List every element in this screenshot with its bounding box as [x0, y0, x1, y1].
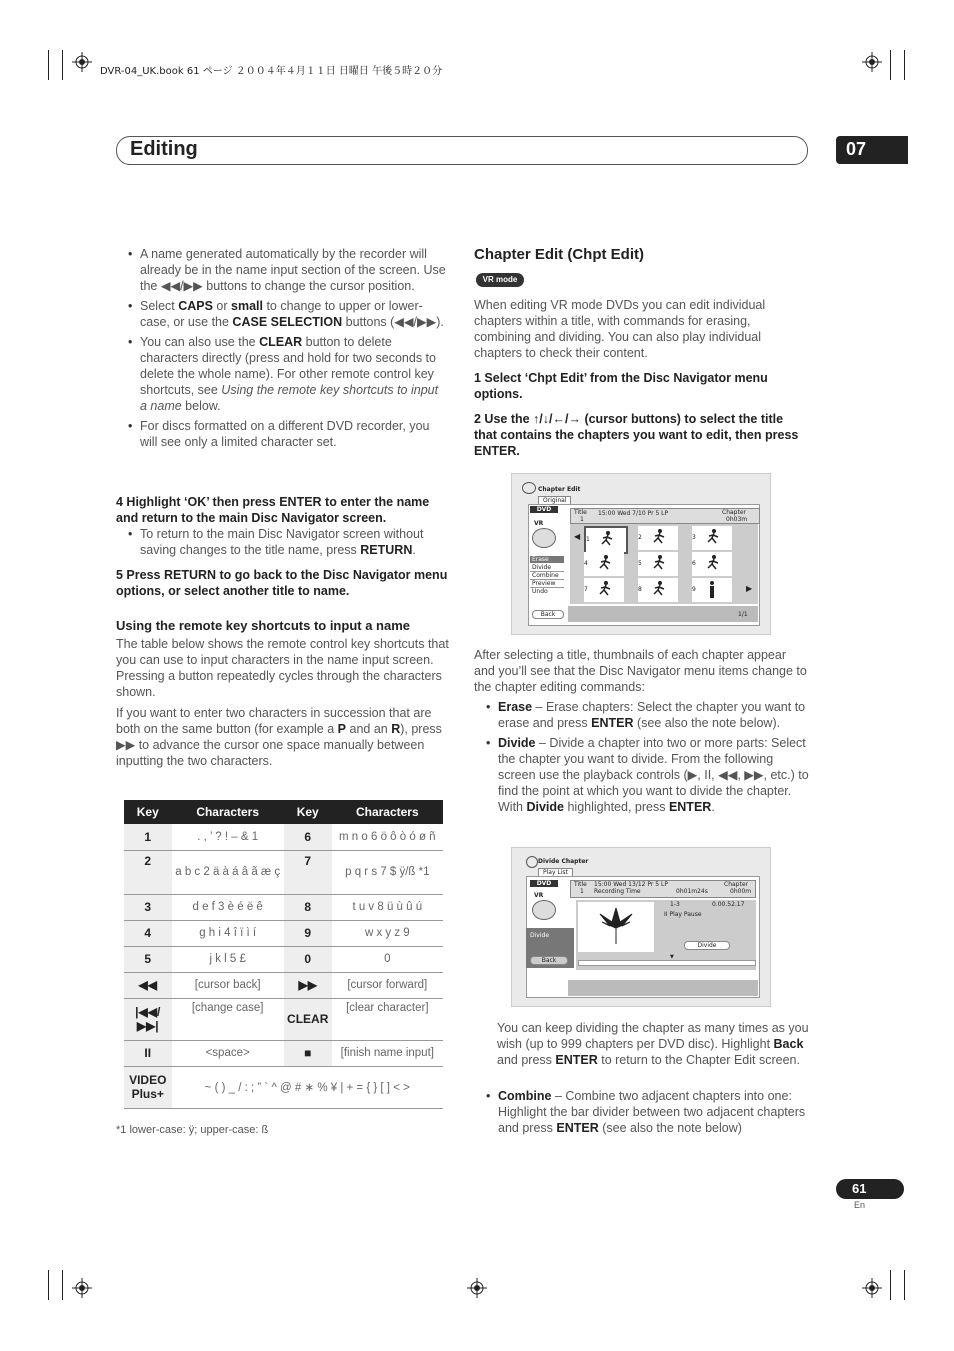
runner-icon	[600, 531, 614, 547]
bold-text: CLEAR	[259, 335, 303, 349]
after-thumbs-text: After selecting a title, thumbnails of each chapter appear and you’ll see that the Disc Navigator menu items change to the chapter editing commands:	[474, 648, 807, 694]
thumbnail-number: 6	[692, 560, 696, 567]
chars-cell: ~ ( ) _ / : ; ” ` ^ @ # ∗ % ¥ | + = { } [ ] < >	[172, 1066, 443, 1108]
list-item-divide	[484, 735, 809, 815]
menu-item-divide[interactable]: Divide	[530, 564, 564, 572]
table-header-row	[124, 800, 443, 824]
chapter-number-label: 1-3	[670, 901, 680, 908]
table-row	[124, 946, 443, 972]
status-bar	[568, 606, 758, 622]
thumbnail[interactable]	[584, 552, 624, 576]
section-bar	[116, 136, 808, 165]
list-item-erase	[484, 699, 809, 731]
bullet-text: – Combine two adjacent chapters into one: Highlight the bar divider between two adjacent chapters and press	[498, 1089, 806, 1135]
thumbnail[interactable]	[692, 526, 732, 550]
thumbnail-number: 3	[692, 534, 696, 541]
table-row	[124, 972, 443, 998]
crop-mark	[48, 50, 49, 80]
chapter-time: 0h00m	[730, 888, 752, 895]
thumbnail[interactable]	[638, 578, 678, 602]
table-row	[124, 998, 443, 1040]
menu-item-combine[interactable]: Combine	[530, 572, 564, 580]
thumbnail[interactable]	[638, 526, 678, 550]
key-cell: ■	[284, 1040, 332, 1066]
thumbnail-number: 8	[638, 586, 642, 593]
bold-text: ENTER	[591, 716, 634, 730]
key-cell: 6	[284, 824, 332, 850]
table-row	[124, 1066, 443, 1108]
chars-cell: [cursor forward]	[332, 972, 443, 998]
column-header: Key	[284, 800, 332, 824]
list-item	[126, 526, 450, 558]
bold-text: ENTER	[556, 1121, 599, 1135]
crop-mark	[890, 1270, 891, 1300]
shortcut-intro: The table below shows the remote control key shortcuts that you can use to input characters in the name input screen. Pressing a button repeatedly cycles through the characters shown.	[116, 637, 449, 699]
shortcut-note	[116, 705, 450, 769]
list-item	[126, 334, 448, 414]
key-cell: |◀◀/▶▶|	[124, 998, 172, 1040]
list-item	[126, 246, 448, 294]
tab-play-list[interactable]: Play List	[538, 868, 573, 876]
bold-text: CASE SELECTION	[232, 315, 343, 329]
key-cell: 9	[284, 920, 332, 946]
divide-chapter-screen	[511, 847, 771, 1007]
bold-text: Back	[773, 1037, 804, 1051]
menu-item-undo[interactable]: Undo	[532, 588, 548, 595]
video-frame	[578, 902, 654, 952]
footnote: *1 lower-case: ÿ; upper-case: ß	[116, 1124, 269, 1136]
table-row	[124, 920, 443, 946]
chapter-edit-heading: Chapter Edit (Chpt Edit)	[474, 246, 644, 263]
list-item	[126, 418, 448, 450]
bullet-text: – Erase chapters: Select the chapter you want to erase and press	[498, 700, 806, 730]
thumbnail[interactable]	[692, 578, 732, 602]
thumbnail[interactable]	[584, 578, 624, 602]
crop-mark	[48, 1270, 49, 1300]
thumbnail[interactable]	[584, 526, 628, 554]
paragraph-text: If you want to enter two characters in succession that are both on the same button (for example a	[116, 706, 432, 736]
vr-label: VR	[534, 520, 544, 527]
thumbnail-number: 4	[584, 560, 588, 567]
chars-cell: t u v 8 ü ù û ú	[332, 894, 443, 920]
chars-cell: . , ’ ? ! – & 1	[172, 824, 284, 850]
key-cell: 3	[124, 894, 172, 920]
table-row	[124, 894, 443, 920]
column-header: Key	[124, 800, 172, 824]
crop-mark	[904, 1270, 905, 1300]
registration-mark-icon	[862, 52, 882, 72]
table-row	[124, 850, 443, 894]
chars-cell: j k l 5 £	[172, 946, 284, 972]
key-cell: 5	[124, 946, 172, 972]
key-cell: 0	[284, 946, 332, 972]
key-cell: 2	[124, 850, 172, 894]
title-number: 1	[580, 516, 584, 523]
chars-cell: 0	[332, 946, 443, 972]
chapter-number: 07	[846, 139, 867, 159]
bullet-text: For discs formatted on a different DVD recorder, you will see only a limited character set.	[140, 419, 430, 449]
play-pause-status: II Play Pause	[664, 911, 702, 918]
status-bar	[568, 980, 758, 996]
crop-mark	[904, 50, 905, 80]
title-label: Title	[574, 881, 587, 888]
title-number: 1	[580, 888, 584, 895]
menu-item-preview[interactable]: Preview	[530, 580, 564, 588]
registration-mark-icon	[72, 1278, 92, 1298]
key-cell: VIDEO Plus+	[124, 1066, 172, 1108]
bold-text: Combine	[498, 1089, 552, 1103]
bold-text: Divide	[498, 736, 536, 750]
screen-title: Chapter Edit	[538, 486, 581, 493]
vr-mode-badge: VR mode	[476, 273, 524, 287]
chapter-tab	[836, 136, 908, 164]
scroll-left-icon[interactable]: ◀	[574, 532, 581, 541]
bold-text: small	[231, 299, 263, 313]
registration-mark-icon	[467, 1278, 487, 1298]
chars-cell: [clear character]	[332, 998, 443, 1040]
bullet-text: You can also use the	[140, 335, 260, 349]
dvd-logo: DVD	[530, 880, 558, 887]
chars-cell: [cursor back]	[172, 972, 284, 998]
paragraph-text: and an	[346, 722, 392, 736]
bullet-text: or	[212, 299, 232, 313]
chars-cell: w x y z 9	[332, 920, 443, 946]
bullet-text: highlighted, press	[564, 800, 669, 814]
registration-mark-icon	[72, 52, 92, 72]
table-row	[124, 824, 443, 850]
italic-text: Using the remote key shortcuts to input a name	[140, 383, 439, 413]
bold-text: CAPS	[178, 299, 213, 313]
language-code: En	[854, 1200, 866, 1210]
chapter-label: Chapter	[724, 881, 748, 888]
bold-text: ENTER	[668, 800, 712, 814]
step-4: 4 Highlight ‘OK’ then press ENTER to enter the name and return to the main Disc Navigator screen.	[116, 495, 430, 525]
runner-icon	[652, 581, 666, 597]
command-list	[484, 699, 809, 819]
key-cell: 1	[124, 824, 172, 850]
chars-cell: m n o 6 ö ô ò ó ø ñ	[332, 824, 443, 850]
leaf-icon	[598, 908, 634, 946]
bullet-text: .	[412, 543, 416, 557]
dvd-logo: DVD	[530, 506, 558, 513]
chapter-edit-screen	[511, 473, 771, 635]
step-1: 1 Select ‘Chpt Edit’ from the Disc Navigator menu options.	[474, 371, 768, 401]
runner-icon	[598, 581, 612, 597]
list-item-combine	[484, 1088, 809, 1136]
column-header: Characters	[332, 800, 443, 824]
step-2: 2 Use the ↑/↓/←/→ (cursor buttons) to select the title that contains the chapters you want to edit, then press ENTER.	[474, 412, 799, 458]
paragraph-text: and press	[497, 1053, 556, 1067]
bullet-text: – Divide a chapter into two or more parts: Select the chapter you want to divide. From the following screen use the playback controls (▶, II, ◀◀, ▶▶, etc.) to find the point at which you want to divide the chapter. With	[498, 736, 809, 814]
timecode: 0.00.52.17	[712, 901, 745, 908]
divide-side-label: Divide	[530, 932, 550, 939]
registration-mark-icon	[862, 1278, 882, 1298]
bullet-text: (see also the note below).	[633, 716, 781, 730]
back-button[interactable]: Back	[530, 956, 568, 965]
bullet-text: below.	[181, 399, 221, 413]
combine-item	[484, 1088, 809, 1140]
divide-more-text	[497, 1020, 809, 1068]
page-number-badge	[836, 1179, 904, 1199]
left-column	[126, 246, 448, 454]
chars-cell: a b c 2 ä à á â ã æ ç	[172, 850, 284, 894]
list-item	[126, 298, 448, 330]
title-info: 15:00 Wed 7/10 Pr 5 LP	[598, 510, 669, 517]
bullet-text: (see also the note below)	[598, 1121, 742, 1135]
runner-icon	[652, 555, 666, 571]
bullet-text: To return to the main Disc Navigator screen without saving changes to the title name, press	[140, 527, 424, 557]
chars-cell: <space>	[172, 1040, 284, 1066]
thumbnail-number: 2	[638, 534, 642, 541]
page-indicator: 1/1	[738, 611, 748, 618]
column-header: Characters	[172, 800, 284, 824]
disc-icon	[522, 482, 536, 494]
menu-item-erase[interactable]: Erase	[530, 556, 564, 563]
runner-icon	[598, 555, 612, 571]
chapter-edit-intro: When editing VR mode DVDs you can edit individual chapters within a title, with commands for erasing, combining and dividing. You can also play individual chapters to check their content.	[474, 298, 766, 360]
bold-text: Erase	[498, 700, 533, 714]
thumbnail-grid	[570, 524, 758, 604]
disc-icon	[526, 856, 538, 868]
section-title: Editing	[130, 138, 198, 160]
shortcut-heading: Using the remote key shortcuts to input a name	[116, 618, 410, 633]
step-5: 5 Press RETURN to go back to the Disc Navigator menu options, or select another title to name.	[116, 568, 448, 598]
file-info: DVR-04_UK.book 61 ページ ２００４年４月１１日 日曜日 午後５時２０分	[100, 66, 443, 77]
chars-cell: p q r s 7 $ ÿ/ß *1	[332, 850, 443, 894]
timeline-slider[interactable]	[578, 960, 756, 966]
crop-mark	[890, 50, 891, 80]
key-cell: ▶▶	[284, 972, 332, 998]
bold-text: P	[337, 722, 347, 736]
back-button[interactable]: Back	[532, 610, 564, 619]
key-cell: II	[124, 1040, 172, 1066]
recording-time: 0h01m24s	[676, 888, 708, 895]
chars-cell: d e f 3 è é ë ê	[172, 894, 284, 920]
paragraph-text: ), press ▶▶ to advance the cursor one space manually between inputting the two characters.	[116, 722, 442, 768]
paragraph-text: to return to the Chapter Edit screen.	[597, 1053, 800, 1067]
bullet-text: buttons (◀◀/▶▶).	[342, 315, 444, 329]
table-row	[124, 1040, 443, 1066]
timeline-marker-icon[interactable]: ▼	[670, 954, 674, 960]
thumbnail-number: 7	[584, 586, 588, 593]
person-standing-icon	[708, 581, 716, 599]
title-label: Title	[574, 509, 587, 516]
scroll-right-icon[interactable]: ▶	[746, 584, 753, 593]
chapter-menu	[530, 556, 564, 608]
key-cell: 4	[124, 920, 172, 946]
thumbnail-number: 1	[586, 536, 590, 543]
step-4-note	[126, 526, 450, 562]
paragraph-text: You can keep dividing the chapter as many times as you wish (up to 999 chapters per DVD disc). Highlight	[497, 1021, 809, 1051]
crop-mark	[62, 1270, 63, 1300]
title-info: 15:00 Wed 13/12 Pr 5 LP	[594, 881, 668, 888]
bullet-text: .	[711, 800, 715, 814]
divide-button[interactable]: Divide	[684, 941, 730, 950]
bullet-text: Select	[140, 299, 179, 313]
bullet-text: to change to upper or lower-case, or use the	[140, 299, 423, 329]
chapter-label: Chapter	[722, 509, 746, 516]
runner-icon	[652, 529, 666, 545]
chars-cell: g h i 4 î ï ì í	[172, 920, 284, 946]
thumbnail-number: 5	[638, 560, 642, 567]
thumbnail[interactable]	[692, 552, 732, 576]
key-cell: 8	[284, 894, 332, 920]
disc-illustration-icon	[532, 528, 556, 548]
disc-illustration-icon	[532, 900, 556, 920]
bold-text: ENTER	[555, 1053, 598, 1067]
bullet-text: button to delete characters directly (press and hold for two seconds to delete the whole name). For other remote control key shortcuts, see	[140, 335, 436, 397]
vr-label: VR	[534, 892, 544, 899]
tab-original[interactable]: Original	[538, 496, 571, 504]
runner-icon	[706, 529, 720, 545]
bold-text: R	[391, 722, 401, 736]
key-cell: CLEAR	[284, 998, 332, 1040]
bold-text: RETURN	[360, 543, 413, 557]
key-cell: ◀◀	[124, 972, 172, 998]
screen-title: Divide Chapter	[538, 858, 589, 865]
recording-time-label: Recording Time	[594, 888, 641, 895]
chars-cell: [change case]	[172, 998, 284, 1040]
bullet-text: A name generated automatically by the recorder will already be in the name input section of the screen. Use the ◀◀/▶▶ buttons to change the cursor position.	[140, 247, 446, 293]
page-number: 61	[852, 1181, 867, 1196]
crop-mark	[62, 50, 63, 80]
bold-text: Divide	[526, 800, 564, 814]
thumbnail[interactable]	[638, 552, 678, 576]
runner-icon	[706, 555, 720, 571]
key-shortcut-table	[124, 800, 443, 1109]
thumbnail-number: 9	[692, 586, 696, 593]
chapter-time: 0h03m	[726, 516, 748, 523]
key-cell: 7	[284, 850, 332, 894]
chars-cell: [finish name input]	[332, 1040, 443, 1066]
